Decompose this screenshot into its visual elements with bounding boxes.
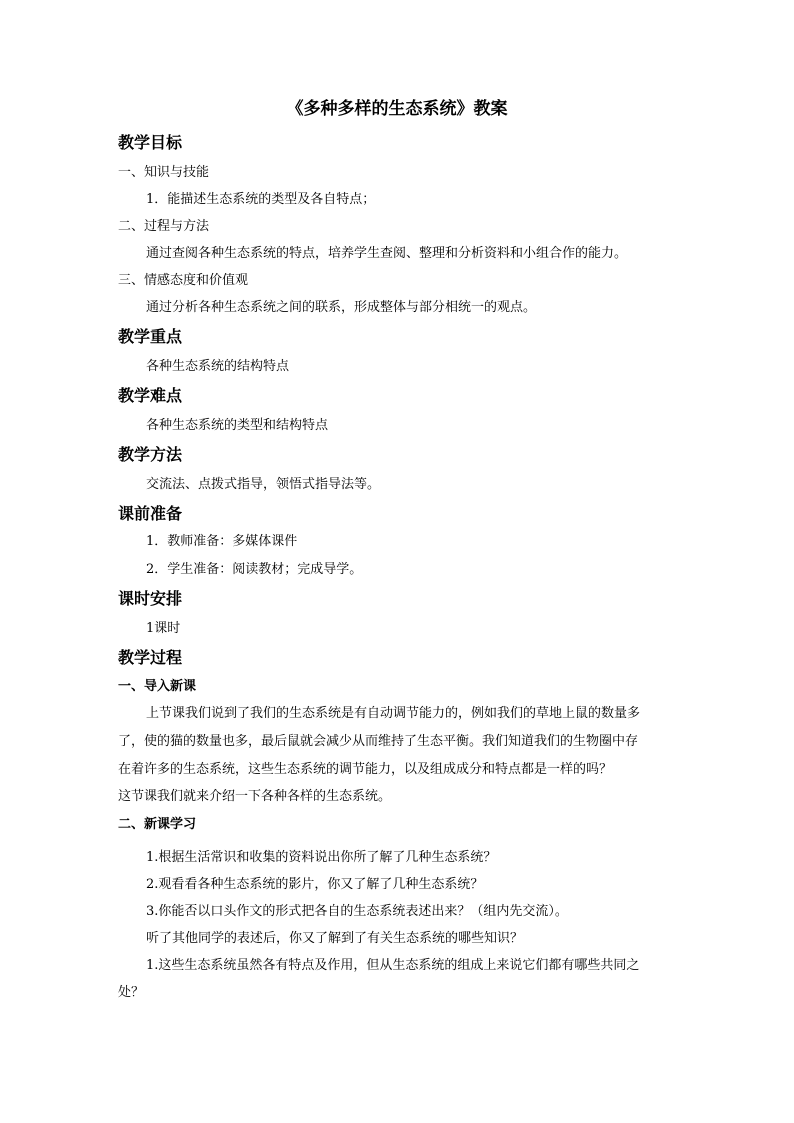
intro-line: 上节课我们说到了我们的生态系统是有自动调节能力的，例如我们的草地上鼠的数量多 [146, 706, 641, 721]
knowledge-skills-heading: 一、知识与技能 [118, 165, 210, 180]
preparation-item: 2．学生准备：阅读教材；完成导学。 [146, 562, 363, 577]
attitude-values-heading: 三、情感态度和价值观 [118, 273, 249, 288]
new-lesson-line: 听了其他同学的表述后，你又了解到了有关生态系统的哪些知识？ [146, 931, 524, 946]
process-method-text: 通过查阅各种生态系统的特点，培养学生查阅、整理和分析资料和小组合作的能力。 [146, 246, 628, 261]
intro-line: 这节课我们就来介绍一下各种各样的生态系统。 [118, 789, 392, 804]
methods-text: 交流法、点拨式指导，领悟式指导法等。 [146, 477, 381, 492]
intro-line: 在着许多的生态系统，这些生态系统的调节能力，以及组成成分和特点都是一样的吗？ [118, 762, 613, 777]
schedule-text: 1课时 [146, 621, 181, 636]
intro-heading: 一、导入新课 [118, 679, 197, 694]
new-lesson-line: 处？ [118, 985, 145, 1000]
process-heading: 教学过程 [118, 648, 183, 667]
intro-line: 了，使的猫的数量也多，最后鼠就会减少从而维持了生态平衡。我们知道我们的生物圈中存 [118, 734, 639, 749]
key-points-text: 各种生态系统的结构特点 [146, 359, 290, 374]
preparation-heading: 课前准备 [118, 504, 183, 523]
difficulties-heading: 教学难点 [118, 386, 183, 405]
process-method-heading: 二、过程与方法 [118, 219, 210, 234]
new-lesson-line: 1.根据生活常识和收集的资料说出你所了解了几种生态系统？ [146, 850, 497, 865]
new-lesson-line: 1.这些生态系统虽然各有特点及作用，但从生态系统的组成上来说它们都有哪些共同之 [146, 958, 640, 973]
knowledge-skills-text: 1．能描述生态系统的类型及各自特点； [146, 192, 376, 207]
methods-heading: 教学方法 [118, 445, 183, 464]
key-points-heading: 教学重点 [118, 327, 183, 346]
schedule-heading: 课时安排 [118, 589, 183, 608]
new-lesson-heading: 二、新课学习 [118, 817, 197, 832]
objectives-heading: 教学目标 [118, 133, 183, 152]
new-lesson-line: 3.你能否以口头作文的形式把各自的生态系统表述出来？（组内先交流）。 [146, 904, 568, 919]
document-title: 《多种多样的生态系统》教案 [286, 99, 508, 119]
preparation-item: 1．教师准备：多媒体课件 [146, 534, 298, 549]
attitude-values-text: 通过分析各种生态系统之间的联系，形成整体与部分相统一的观点。 [146, 300, 537, 315]
new-lesson-line: 2.观看看各种生态系统的影片，你又了解了几种生态系统？ [146, 877, 484, 892]
difficulties-text: 各种生态系统的类型和结构特点 [146, 418, 329, 433]
